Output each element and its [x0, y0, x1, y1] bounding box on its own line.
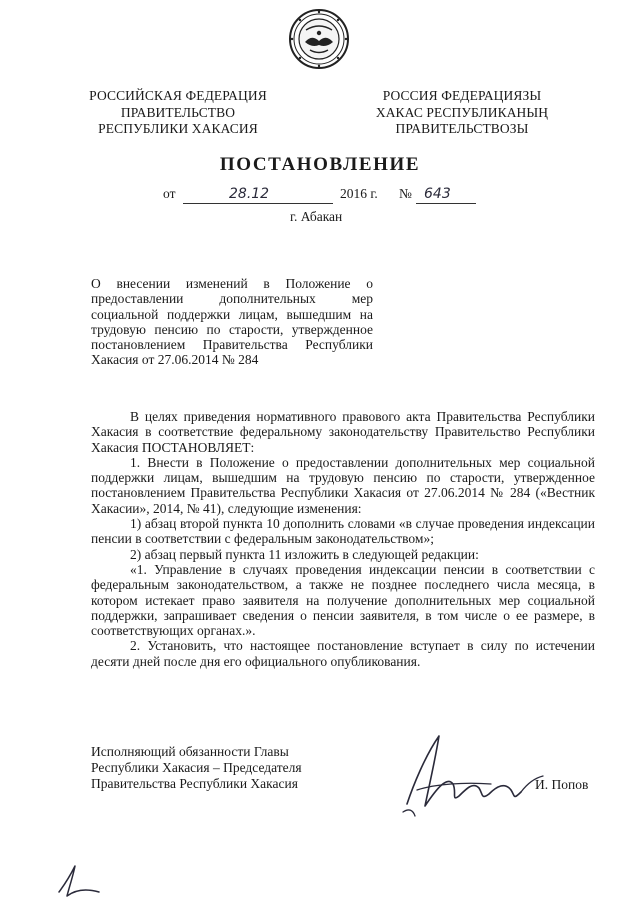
subject-line: трудовую пенсию по старости, утвержденное	[91, 321, 373, 337]
body-paragraph-item-1: 1. Внести в Положение о предоставлении дополнительных мер социальной поддержки лицам, вышедшим на трудовую пенсию по старости, утвержденное постановлением Правительства Республики Хакасия от 27.06.2014 № 284 («Вестник Хакасии», 2014, № 41), следующие изменения:	[91, 454, 595, 516]
header-left-russian	[78, 88, 278, 138]
header-left-line-3: РЕСПУБЛИКИ ХАКАСИЯ	[98, 121, 258, 136]
header-right-khakas	[362, 88, 562, 138]
date-prefix: от	[163, 186, 176, 201]
subject-line: социальной поддержки лицам, вышедшим на	[91, 306, 373, 322]
body-paragraph-item-2: 2. Установить, что настоящее постановление вступает в силу по истечении десяти дней после дня его официального опубликования.	[91, 638, 595, 669]
document-body	[91, 409, 595, 669]
document-title: ПОСТАНОВЛЕНИЕ	[219, 154, 421, 175]
handwritten-signature	[395, 726, 555, 826]
date-year: 2016 г.	[340, 186, 378, 201]
handwritten-initials-mark	[55, 862, 105, 902]
number-underline	[416, 203, 476, 204]
city-name: г. Абакан	[290, 209, 343, 224]
body-paragraph-quoted-text: «1. Управление в случаях проведения индексации пенсии в соответствии с федеральным законодательством, а также не позднее последнего числа месяца, в котором истекает право заявителя на получение дополнительных мер социальной поддержки, запрашивает сведения о пенсии заявителя, в том числе о ее размере, в соответствующих органах.».	[91, 561, 595, 639]
subject-line: предоставлении дополнительных мер	[91, 291, 373, 307]
body-paragraph-preamble: В целях приведения нормативного правового акта Правительства Республики Хакасия в соответствие федеральному законодательству Правительство Республики Хакасия ПОСТАНОВЛЯЕТ:	[91, 409, 595, 455]
handwritten-number: 643	[424, 186, 451, 202]
header-left-line-1: РОССИЙСКАЯ ФЕДЕРАЦИЯ	[89, 88, 267, 103]
header-right-line-2: ХАКАС РЕСПУБЛИКАНЫҢ	[375, 104, 549, 120]
subject-line: Хакасия от 27.06.2014 № 284	[91, 352, 259, 368]
signatory-name: И. Попов	[535, 777, 589, 792]
number-prefix: №	[399, 186, 412, 201]
header-right-line-1: РОССИЯ ФЕДЕРАЦИЯЗЫ	[382, 88, 542, 103]
header-right-line-3: ПРАВИТЕЛЬСТВОЗЫ	[395, 121, 529, 136]
subject-line: постановлением Правительства Республики	[91, 337, 373, 353]
signatory-position-line: Правительства Республики Хакасия	[91, 776, 298, 792]
signatory-position-line: Исполняющий обязанности Главы	[91, 744, 289, 759]
header-left-line-2: ПРАВИТЕЛЬСТВО	[120, 104, 236, 120]
signatory-position	[91, 744, 351, 793]
date-underline	[183, 203, 333, 204]
signatory-position-line: Республики Хакасия – Председателя	[91, 760, 302, 776]
coat-of-arms-emblem	[288, 8, 350, 70]
document-subject	[91, 276, 373, 368]
subject-line: О внесении изменений в Положение о	[91, 276, 373, 291]
body-paragraph-subitem-2: 2) абзац первый пункта 11 изложить в следующей редакции:	[130, 546, 479, 562]
body-paragraph-subitem-1: 1) абзац второй пункта 10 дополнить словами «в случае проведения индексации пенсии в соответствии с федеральным законодательством»;	[91, 516, 595, 547]
handwritten-date: 28.12	[229, 186, 270, 202]
